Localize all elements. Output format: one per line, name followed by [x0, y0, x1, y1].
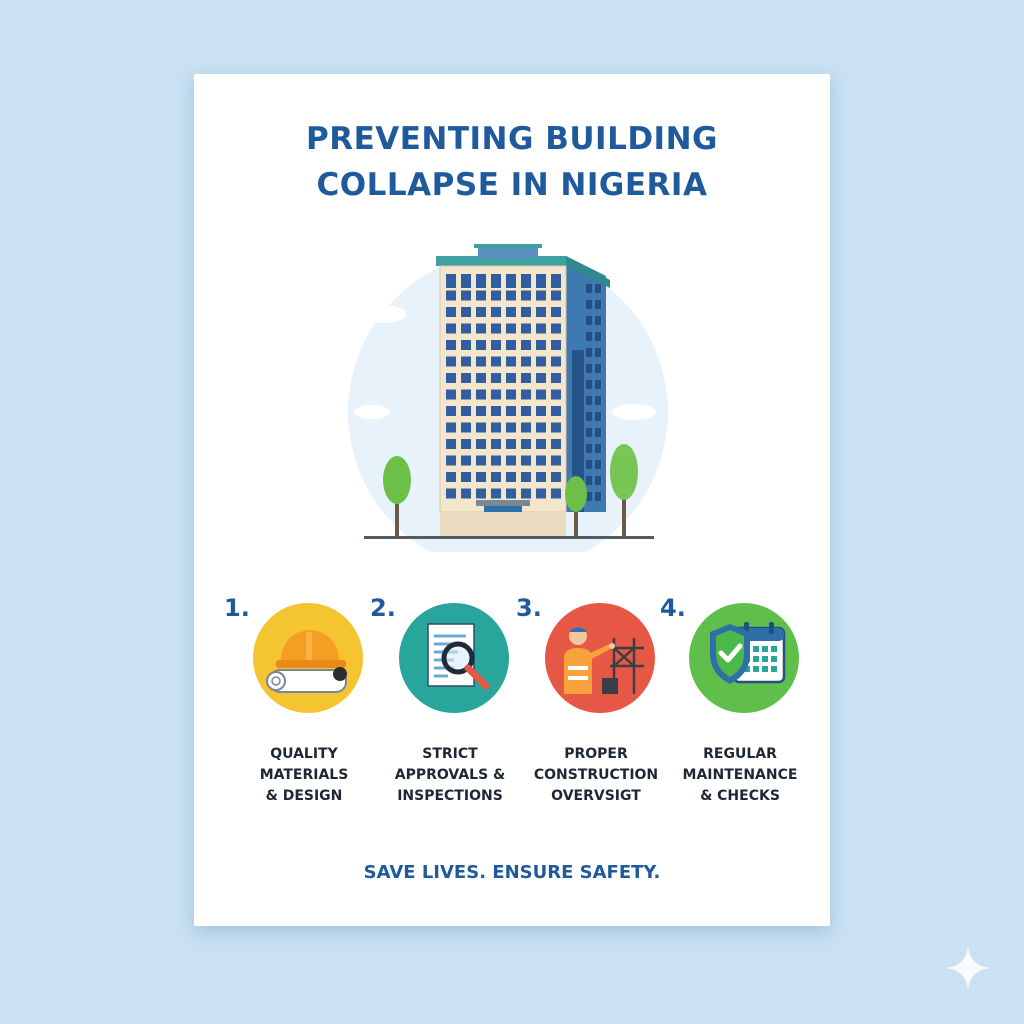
window [521, 324, 531, 334]
window [521, 274, 531, 288]
window [595, 284, 601, 293]
step-label [660, 744, 820, 807]
step-label-line: APPROVALS & [394, 767, 506, 783]
window [506, 489, 516, 499]
window [491, 406, 501, 416]
window [491, 307, 501, 317]
window [461, 439, 471, 449]
window [586, 412, 592, 421]
window [536, 324, 546, 334]
window [506, 439, 516, 449]
window [476, 340, 486, 350]
step-construction-oversight [516, 594, 676, 804]
window [586, 300, 592, 309]
window [586, 460, 592, 469]
window [551, 307, 561, 317]
step-label [224, 744, 384, 807]
calendar-cell [771, 646, 777, 652]
window [595, 332, 601, 341]
window [446, 489, 456, 499]
title-line-2: COLLAPSE IN NIGERIA [316, 167, 708, 203]
window [476, 456, 486, 466]
window [506, 291, 516, 301]
window [491, 373, 501, 383]
window [461, 373, 471, 383]
window [446, 456, 456, 466]
step-quality-materials [224, 594, 384, 804]
window [586, 332, 592, 341]
building-illustration [344, 244, 680, 552]
window [476, 357, 486, 367]
window [491, 357, 501, 367]
window [476, 472, 486, 482]
window [476, 274, 486, 288]
window [461, 357, 471, 367]
window [506, 357, 516, 367]
building-front [440, 266, 566, 512]
window [476, 489, 486, 499]
tagline: SAVE LIVES. ENSURE SAFETY. [363, 862, 661, 883]
step-strict-approvals [370, 594, 530, 804]
document-magnifier-icon [398, 602, 510, 714]
step-label-line: INSPECTIONS [397, 788, 503, 804]
window [491, 324, 501, 334]
window [595, 444, 601, 453]
window [461, 340, 471, 350]
window [521, 390, 531, 400]
step-label-line: & DESIGN [265, 788, 343, 804]
window [476, 373, 486, 383]
calendar-cell [771, 666, 777, 672]
window [586, 284, 592, 293]
sparkle-icon [944, 944, 992, 992]
window [586, 380, 592, 389]
step-label-line: QUALITY [270, 746, 338, 762]
window [506, 324, 516, 334]
window [491, 489, 501, 499]
step-number: 2. [370, 594, 396, 622]
calendar-cell [762, 646, 768, 652]
step-label-line: MATERIALS [259, 767, 349, 783]
window [446, 357, 456, 367]
window [536, 274, 546, 288]
window [491, 390, 501, 400]
window [476, 439, 486, 449]
window [521, 439, 531, 449]
window [506, 340, 516, 350]
step-label-line: OVERVSIGT [551, 788, 641, 804]
window [536, 340, 546, 350]
window [446, 274, 456, 288]
window [491, 456, 501, 466]
step-label-line: & CHECKS [700, 788, 780, 804]
window [461, 307, 471, 317]
shield-calendar-icon [688, 602, 800, 714]
window [551, 291, 561, 301]
window [595, 380, 601, 389]
window [521, 340, 531, 350]
window [491, 423, 501, 433]
window [551, 489, 561, 499]
window [521, 291, 531, 301]
window [491, 472, 501, 482]
window [551, 456, 561, 466]
window [536, 390, 546, 400]
hard-hat-blueprint-icon [252, 602, 364, 714]
window [586, 396, 592, 405]
window [446, 390, 456, 400]
window [506, 307, 516, 317]
window [446, 423, 456, 433]
window [595, 460, 601, 469]
step-label [370, 744, 530, 807]
window [536, 307, 546, 317]
window [461, 291, 471, 301]
window [461, 456, 471, 466]
poster-title [194, 116, 830, 208]
window [595, 428, 601, 437]
window [461, 489, 471, 499]
step-number: 1. [224, 594, 250, 622]
window [461, 390, 471, 400]
window [446, 472, 456, 482]
window [586, 476, 592, 485]
window [446, 373, 456, 383]
window [586, 428, 592, 437]
window [551, 357, 561, 367]
step-number: 4. [660, 594, 686, 622]
window [446, 439, 456, 449]
window [595, 300, 601, 309]
window [506, 373, 516, 383]
window [536, 456, 546, 466]
window [536, 291, 546, 301]
window [551, 340, 561, 350]
window [551, 390, 561, 400]
calendar-cell [762, 666, 768, 672]
window [476, 423, 486, 433]
window [521, 373, 531, 383]
window [506, 390, 516, 400]
window [536, 373, 546, 383]
window [536, 423, 546, 433]
step-label-line: REGULAR [703, 746, 777, 762]
window [586, 364, 592, 373]
window [536, 472, 546, 482]
window [521, 423, 531, 433]
step-label-line: PROPER [564, 746, 628, 762]
window [446, 324, 456, 334]
window [491, 274, 501, 288]
window [491, 340, 501, 350]
window [461, 324, 471, 334]
window [476, 390, 486, 400]
window [506, 456, 516, 466]
window [461, 274, 471, 288]
window [586, 316, 592, 325]
window [446, 340, 456, 350]
window [461, 423, 471, 433]
calendar-cell [753, 656, 759, 662]
window [461, 406, 471, 416]
window [506, 406, 516, 416]
window [586, 348, 592, 357]
window [536, 489, 546, 499]
window [536, 406, 546, 416]
window [536, 439, 546, 449]
window [595, 412, 601, 421]
ground-line [364, 536, 654, 539]
window [551, 324, 561, 334]
calendar-cell [762, 656, 768, 662]
window [551, 472, 561, 482]
window [476, 291, 486, 301]
calendar-cell [753, 646, 759, 652]
window [551, 423, 561, 433]
title-line-1: PREVENTING BUILDING [306, 121, 718, 157]
step-label-line: MAINTENANCE [682, 767, 798, 783]
step-label-line: STRICT [422, 746, 478, 762]
window [551, 373, 561, 383]
window [506, 274, 516, 288]
window [595, 316, 601, 325]
window [521, 472, 531, 482]
window [446, 307, 456, 317]
window [446, 291, 456, 301]
step-label-line: CONSTRUCTION [533, 767, 659, 783]
window [506, 423, 516, 433]
window [506, 472, 516, 482]
window [595, 492, 601, 501]
window [595, 364, 601, 373]
poster [194, 74, 830, 926]
window [461, 472, 471, 482]
window [521, 307, 531, 317]
window [491, 439, 501, 449]
step-regular-maintenance [660, 594, 820, 804]
window [595, 396, 601, 405]
window [476, 307, 486, 317]
step-label [516, 744, 676, 807]
window [595, 476, 601, 485]
step-number: 3. [516, 594, 542, 622]
window [551, 406, 561, 416]
window [446, 406, 456, 416]
window [551, 439, 561, 449]
window [551, 274, 561, 288]
calendar-cell [753, 666, 759, 672]
window [521, 456, 531, 466]
window [521, 357, 531, 367]
calendar-cell [771, 656, 777, 662]
window [476, 324, 486, 334]
window [491, 291, 501, 301]
window [476, 406, 486, 416]
window [595, 348, 601, 357]
window [536, 357, 546, 367]
window [521, 406, 531, 416]
window [521, 489, 531, 499]
window [586, 444, 592, 453]
site-supervisor-icon [544, 602, 656, 714]
